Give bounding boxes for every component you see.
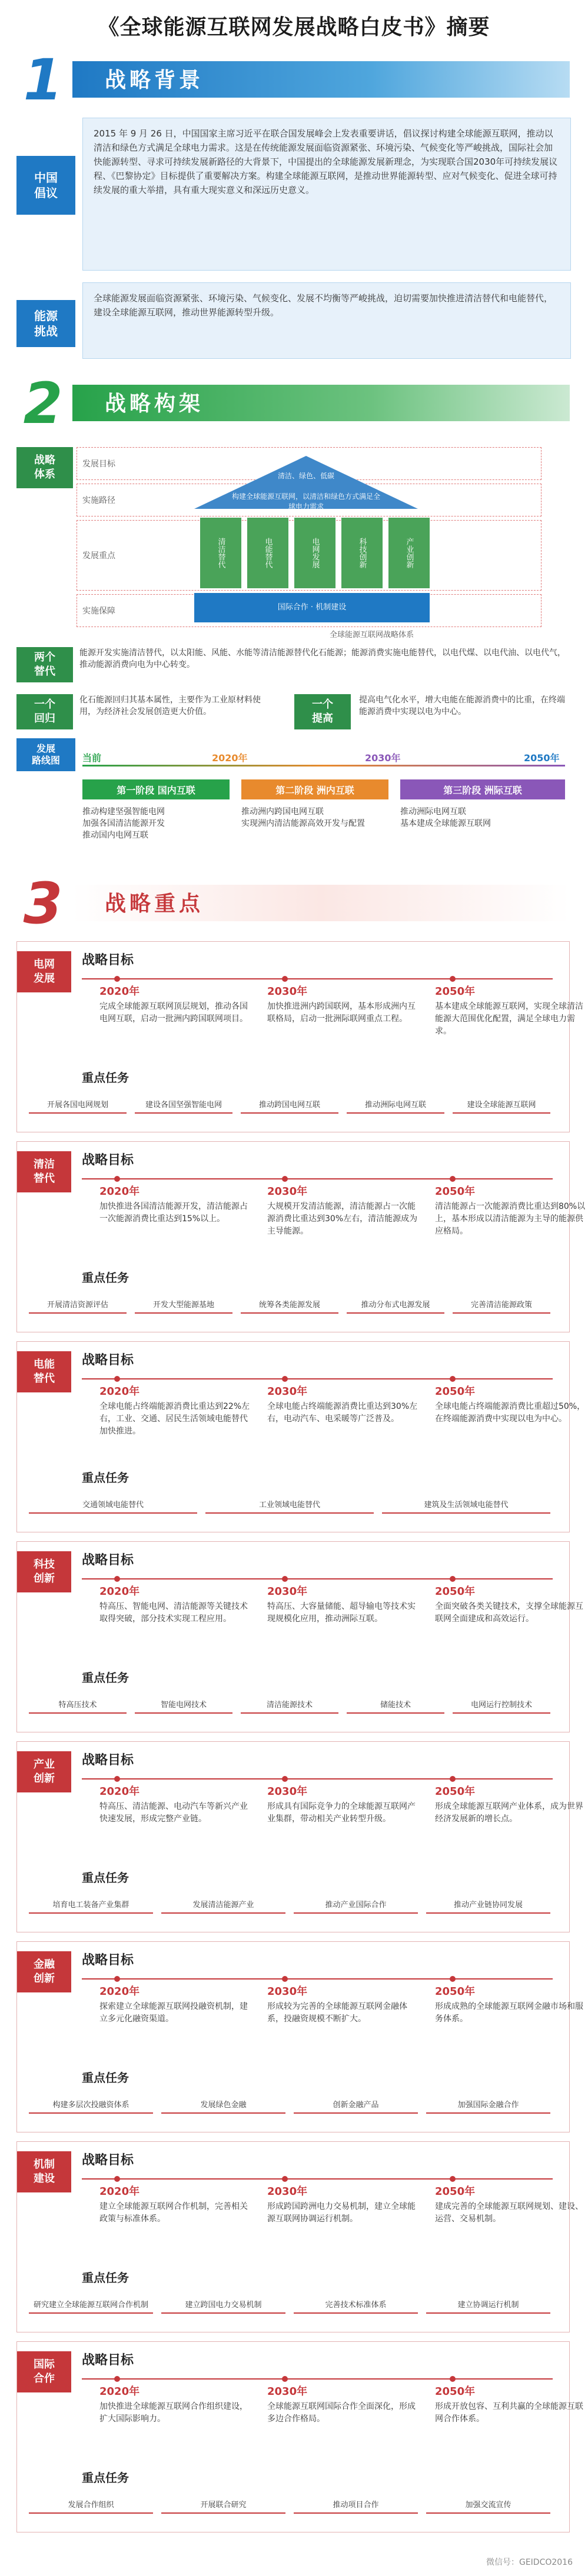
section-3-title: 战略重点 <box>105 892 204 916</box>
timeline-dot <box>450 1176 456 1182</box>
pillar-clean-substitution: 清洁替代 <box>200 518 241 588</box>
card-task-heading: 重点任务 <box>82 2271 129 2285</box>
two-substitutions-text: 能源开发实施清洁替代，以太阳能、风能、水能等清洁能源替代化石能源；能源消费实施电能替代，以电代煤、以电代油、以电代气，推动能源消费向电为中心转变。 <box>79 648 566 669</box>
goal-year: 2050年 <box>435 1185 476 1198</box>
roadmap-year-2030: 2030年 <box>365 752 401 764</box>
key-task: 特高压技术 <box>29 1695 127 1714</box>
strategy-card <box>16 1341 586 1532</box>
goal-text: 形成具有国际竞争力的全球能源互联网产业集群，带动相关产业转型升级。 <box>267 1802 416 1824</box>
pillar-industry-innovation: 产业创新 <box>388 518 430 588</box>
key-task: 建设各国坚强智能电网 <box>135 1095 232 1114</box>
timeline-dot <box>450 1576 456 1582</box>
key-task: 储能技术 <box>347 1695 444 1714</box>
card-task-heading: 重点任务 <box>82 1271 129 1285</box>
card-tag: 机制 建设 <box>17 2151 71 2192</box>
goal-text: 全面突破各类关键技术，支撑全球能源互联网全面建成和高效运行。 <box>435 1602 583 1624</box>
card-task-heading: 重点任务 <box>82 1471 129 1485</box>
section-1-number: 1 <box>23 47 63 113</box>
timeline-dot <box>282 1576 288 1582</box>
goal-text: 加快推进洲内跨国联网，基本形成洲内互联格局，启动一批洲际联网重点工程。 <box>267 1002 416 1024</box>
timeline-dot <box>114 1776 120 1782</box>
key-task: 发展绿色金融 <box>161 2095 285 2114</box>
timeline-dot <box>450 976 456 982</box>
key-task: 加强交流宣传 <box>426 2495 550 2514</box>
goal-text: 建成完善的全球能源互联网规划、建设、运营、交易机制。 <box>435 2202 583 2224</box>
card-timeline <box>82 1978 553 1980</box>
key-task: 开展联合研究 <box>161 2495 285 2514</box>
strategy-card <box>16 2341 583 2532</box>
card-tag: 电能 替代 <box>17 1351 71 1392</box>
card-task-heading: 重点任务 <box>82 2071 129 2085</box>
card-tag: 清洁 替代 <box>17 1151 71 1192</box>
stage-3-text: 推动洲际电网互联 基本建成全球能源互联网 <box>400 807 491 828</box>
card-goal-heading: 战略目标 <box>82 2153 134 2168</box>
goal-year: 2050年 <box>435 2385 476 2398</box>
strategy-card <box>16 2141 583 2332</box>
card-goal-heading: 战略目标 <box>82 1553 134 1568</box>
key-task: 研究建立全球能源互联网合作机制 <box>29 2295 153 2314</box>
key-task: 清洁能源技术 <box>241 1695 338 1714</box>
architecture-caption: 全球能源互联网战略体系 <box>330 631 414 639</box>
key-task: 推动产业链协同发展 <box>426 1895 550 1914</box>
card-timeline <box>82 1778 553 1779</box>
goal-year: 2050年 <box>435 985 476 998</box>
goal-year: 2020年 <box>99 2385 140 2398</box>
strategy-card <box>16 1741 583 1932</box>
card-task-heading: 重点任务 <box>82 1671 129 1685</box>
strategy-card <box>16 1541 583 1732</box>
card-timeline <box>82 2378 553 2380</box>
goal-text: 全球能源互联网国际合作全面深化，形成多边合作格局。 <box>267 2402 416 2424</box>
roof-goal-text: 清洁、绿色、低碳 <box>277 472 334 480</box>
goal-text: 全球电能占终端能源消费比重达到30%左右，电动汽车、电采暖等广泛普及。 <box>267 1402 418 1424</box>
card-goal-heading: 战略目标 <box>82 2353 134 2368</box>
strategy-card <box>16 1941 583 2132</box>
goal-text: 完成全球能源互联网顶层规划，推动各国电网互联，启动一批洲内跨国联网项目。 <box>99 1002 248 1024</box>
roadmap-year-now: 当前 <box>82 752 102 764</box>
key-task: 推动产业国际合作 <box>294 1895 418 1914</box>
goal-year: 2030年 <box>267 1785 308 1798</box>
goal-year: 2020年 <box>99 1985 140 1998</box>
timeline-dot <box>114 1376 120 1382</box>
goal-year: 2050年 <box>435 1985 476 1998</box>
timeline-dot <box>282 2176 288 2182</box>
goal-year: 2020年 <box>99 985 140 998</box>
timeline-dot <box>450 1976 456 1982</box>
footer-wechat: 微信号：GEIDCO2016 <box>486 2558 573 2567</box>
key-task: 统筹各类能源发展 <box>241 1295 338 1314</box>
goal-text: 形成较为完善的全球能源互联网金融体系，投融资规模不断扩大。 <box>267 2002 407 2024</box>
goal-text: 探索建立全球能源互联网投融资机制，建立多元化融资渠道。 <box>99 2002 248 2024</box>
card-task-heading: 重点任务 <box>82 2471 129 2485</box>
timeline-dot <box>450 1376 456 1382</box>
key-task: 发展合作组织 <box>29 2495 153 2514</box>
goal-year: 2030年 <box>267 1985 308 1998</box>
card-goal-heading: 战略目标 <box>82 1953 134 1968</box>
goal-year: 2030年 <box>267 2385 308 2398</box>
card-timeline <box>82 1178 553 1179</box>
tag-one-improvement: 一个 提高 <box>294 694 351 729</box>
key-task: 工业领域电能替代 <box>205 1495 374 1514</box>
goal-year: 2030年 <box>267 2185 308 2198</box>
key-task: 推动分布式电源发展 <box>347 1295 444 1314</box>
stage-3: 第三阶段 洲际互联 <box>400 779 565 799</box>
goal-text: 全球电能占终端能源消费比重达到22%左右，工业、交通、居民生活领域电能替代加快推进。 <box>99 1402 250 1436</box>
goal-text: 形成成熟的全球能源互联网金融市场和服务体系。 <box>435 2002 583 2024</box>
card-timeline <box>82 1378 553 1379</box>
card-tag: 科技 创新 <box>17 1551 71 1592</box>
section-2-header <box>16 371 570 436</box>
card-task-heading: 重点任务 <box>82 1071 129 1085</box>
tag-china-initiative: 中国 倡议 <box>16 156 75 215</box>
one-return-text: 化石能源回归其基本属性，主要作为工业原材料使用，为经济社会发展创造更大价值。 <box>79 695 261 717</box>
goal-text: 建立全球能源互联网合作机制，完善相关政策与标准体系。 <box>99 2202 248 2224</box>
goal-year: 2030年 <box>267 1385 308 1398</box>
timeline-dot <box>114 2376 120 2382</box>
key-task: 开发大型能源基地 <box>135 1295 232 1314</box>
tag-energy-challenge: 能源 挑战 <box>16 300 75 347</box>
card-task-heading: 重点任务 <box>82 1871 129 1885</box>
tag-one-return: 一个 回归 <box>16 694 73 729</box>
goal-text: 加快推进全球能源互联网合作组织建设，扩大国际影响力。 <box>99 2402 248 2424</box>
goal-text: 特高压、智能电网、清洁能源等关键技术取得突破，部分技术实现工程应用。 <box>99 1602 248 1624</box>
timeline-dot <box>114 1176 120 1182</box>
key-task: 智能电网技术 <box>135 1695 232 1714</box>
key-task: 开展各国电网规划 <box>29 1095 127 1114</box>
timeline-dot <box>450 2376 456 2382</box>
key-task: 推动项目合作 <box>294 2495 418 2514</box>
timeline-dot <box>114 2176 120 2182</box>
goal-text: 形成全球能源互联网产业体系，成为世界经济发展新的增长点。 <box>435 1802 583 1824</box>
page-title: 《全球能源互联网发展战略白皮书》摘要 <box>98 15 490 39</box>
stage-2-text: 推动洲内跨国电网互联 实现洲内清洁能源高效开发与配置 <box>241 807 365 828</box>
goal-year: 2030年 <box>267 1585 308 1598</box>
goal-year: 2030年 <box>267 985 308 998</box>
timeline-dot <box>450 1776 456 1782</box>
key-task: 培育电工装备产业集群 <box>29 1895 153 1914</box>
card-goal-heading: 战略目标 <box>82 1753 134 1768</box>
card-timeline <box>82 2178 553 2180</box>
pillar-grid-development: 电网发展 <box>294 518 335 588</box>
roadmap-year-2050: 2050年 <box>524 752 560 764</box>
layer-goal-label: 发展目标 <box>82 459 115 469</box>
stage-2: 第二阶段 洲内互联 <box>241 779 388 799</box>
strategy-card <box>16 941 583 1132</box>
goal-text: 特高压、大容量储能、超导输电等技术实现规模化应用，推动洲际互联。 <box>267 1602 416 1624</box>
timeline-dot <box>114 976 120 982</box>
goal-text: 形成开放包容、互利共赢的全球能源互联网合作体系。 <box>435 2402 583 2424</box>
key-task: 建立协调运行机制 <box>426 2295 550 2314</box>
goal-year: 2030年 <box>267 1185 308 1198</box>
pillar-electric-substitution: 电能替代 <box>247 518 288 588</box>
tag-two-substitutions: 两个 替代 <box>16 647 73 682</box>
card-tag: 电网 发展 <box>17 951 71 992</box>
timeline-dot <box>282 1976 288 1982</box>
section-1-title: 战略背景 <box>105 68 204 92</box>
challenge-text: 全球能源发展面临资源紧张、环境污染、气候变化、发展不均衡等严峻挑战，迫切需要加快推进清洁替代和电能替代，建设全球能源互联网，推动世界能源转型升级。 <box>82 282 571 359</box>
card-timeline <box>82 1578 553 1579</box>
key-task: 建设全球能源互联网 <box>453 1095 550 1114</box>
key-task: 完善清洁能源政策 <box>453 1295 550 1314</box>
roadmap-line <box>82 765 565 767</box>
timeline-dot <box>114 1976 120 1982</box>
timeline-dot <box>282 1376 288 1382</box>
card-tag: 国际 合作 <box>17 2351 71 2392</box>
goal-text: 加快推进各国清洁能源开发，清洁能源占一次能源消费比重达到15%以上。 <box>99 1202 248 1224</box>
stage-1-text: 推动构建坚强智能电网 加强各国清洁能源开发 推动国内电网互联 <box>82 807 165 840</box>
pillar-tech-innovation: 科技创新 <box>341 518 383 588</box>
card-tag: 金融 创新 <box>17 1951 71 1992</box>
layer-path-label: 实施路径 <box>82 496 115 505</box>
one-improvement-text: 提高电气化水平，增大电能在能源消费中的比重，在终端能源消费中实现以电为中心。 <box>359 695 565 717</box>
section-3-number: 3 <box>23 871 63 937</box>
card-goal-heading: 战略目标 <box>82 953 134 968</box>
goal-year: 2020年 <box>99 2185 140 2198</box>
card-timeline <box>82 978 553 979</box>
timeline-dot <box>114 1576 120 1582</box>
timeline-dot <box>282 2376 288 2382</box>
card-goal-heading: 战略目标 <box>82 1353 134 1368</box>
key-task: 建立跨国电力交易机制 <box>161 2295 285 2314</box>
tag-strategy-system: 战略 体系 <box>16 447 73 488</box>
initiative-text: 2015 年 9 月 26 日，中国国家主席习近平在联合国发展峰会上发表重要讲话，倡议探讨构建全球能源互联网，推动以清洁和绿色方式满足全球电力需求。这是在传统能源发展面临资源紧张、环境污染、气候变化等严峻挑战，国际社会加快能源转型、寻求可持续发展新路径的大背景下，中国提出的全球能源发展新理念，为实现联合国2030年可持续发展议程、《巴黎协定》目标提供了重要解决方案。构建全球能源互联网，是推动世界能源转型、应对气候变化、促进全球可持续发展的重大举措，具有重大现实意义和深远历史意义。 <box>82 118 571 271</box>
layer-support-label: 实施保障 <box>82 606 115 616</box>
goal-year: 2020年 <box>99 1585 140 1598</box>
architecture-base: 国际合作 · 机制建设 <box>194 593 430 622</box>
layer-focus-label: 发展重点 <box>82 551 115 561</box>
section-3-header <box>16 871 570 937</box>
key-task: 开展清洁资源评估 <box>29 1295 127 1314</box>
timeline-dot <box>450 2176 456 2182</box>
section-2-number: 2 <box>23 371 63 436</box>
section-1-header <box>16 47 570 113</box>
card-goal-heading: 战略目标 <box>82 1153 134 1168</box>
goal-year: 2050年 <box>435 1385 476 1398</box>
key-task: 电网运行控制技术 <box>453 1695 550 1714</box>
goal-year: 2020年 <box>99 1185 140 1198</box>
key-task: 加强国际金融合作 <box>426 2095 550 2114</box>
key-task: 完善技术标准体系 <box>294 2295 418 2314</box>
goal-year: 2050年 <box>435 1585 476 1598</box>
goal-year: 2050年 <box>435 1785 476 1798</box>
section-2-title: 战略构架 <box>105 392 204 416</box>
goal-text: 基本建成全球能源互联网，实现全球清洁能源大范围优化配置，满足全球电力需求。 <box>435 1002 583 1036</box>
timeline-dot <box>282 1776 288 1782</box>
key-task: 发展清洁能源产业 <box>161 1895 285 1914</box>
goal-text: 特高压、清洁能源、电动汽车等新兴产业快速发展，形成完整产业链。 <box>99 1802 248 1824</box>
timeline-dot <box>282 1176 288 1182</box>
goal-text: 形成跨国跨洲电力交易机制，建立全球能源互联网协调运行机制。 <box>267 2202 416 2224</box>
tag-roadmap: 发展 路线图 <box>16 738 75 771</box>
goal-text: 清洁能源占一次能源消费比重达到80%以上，基本形成以清洁能源为主导的能源供应格局。 <box>435 1202 586 1236</box>
goal-text: 大规模开发清洁能源，清洁能源占一次能源消费比重达到30%左右，清洁能源成为主导能源。 <box>267 1202 418 1236</box>
roof-path-text: 构建全球能源互联网，以清洁和绿色方式满足全球电力需求 <box>231 492 380 511</box>
goal-year: 2020年 <box>99 1385 140 1398</box>
key-task: 交通领域电能替代 <box>29 1495 197 1514</box>
key-task: 构建多层次投融资体系 <box>29 2095 153 2114</box>
key-task: 创新金融产品 <box>294 2095 418 2114</box>
roadmap-year-2020: 2020年 <box>212 752 248 764</box>
goal-year: 2020年 <box>99 1785 140 1798</box>
timeline-dot <box>282 976 288 982</box>
strategy-card <box>16 1141 586 1332</box>
key-task: 建筑及生活领域电能替代 <box>382 1495 550 1514</box>
goal-text: 全球电能占终端能源消费比重超过50%，在终端能源消费中实现以电为中心。 <box>435 1402 586 1424</box>
goal-year: 2050年 <box>435 2185 476 2198</box>
key-task: 推动洲际电网互联 <box>347 1095 444 1114</box>
stage-1: 第一阶段 国内互联 <box>82 779 230 799</box>
card-tag: 产业 创新 <box>17 1751 71 1792</box>
key-task: 推动跨国电网互联 <box>241 1095 338 1114</box>
